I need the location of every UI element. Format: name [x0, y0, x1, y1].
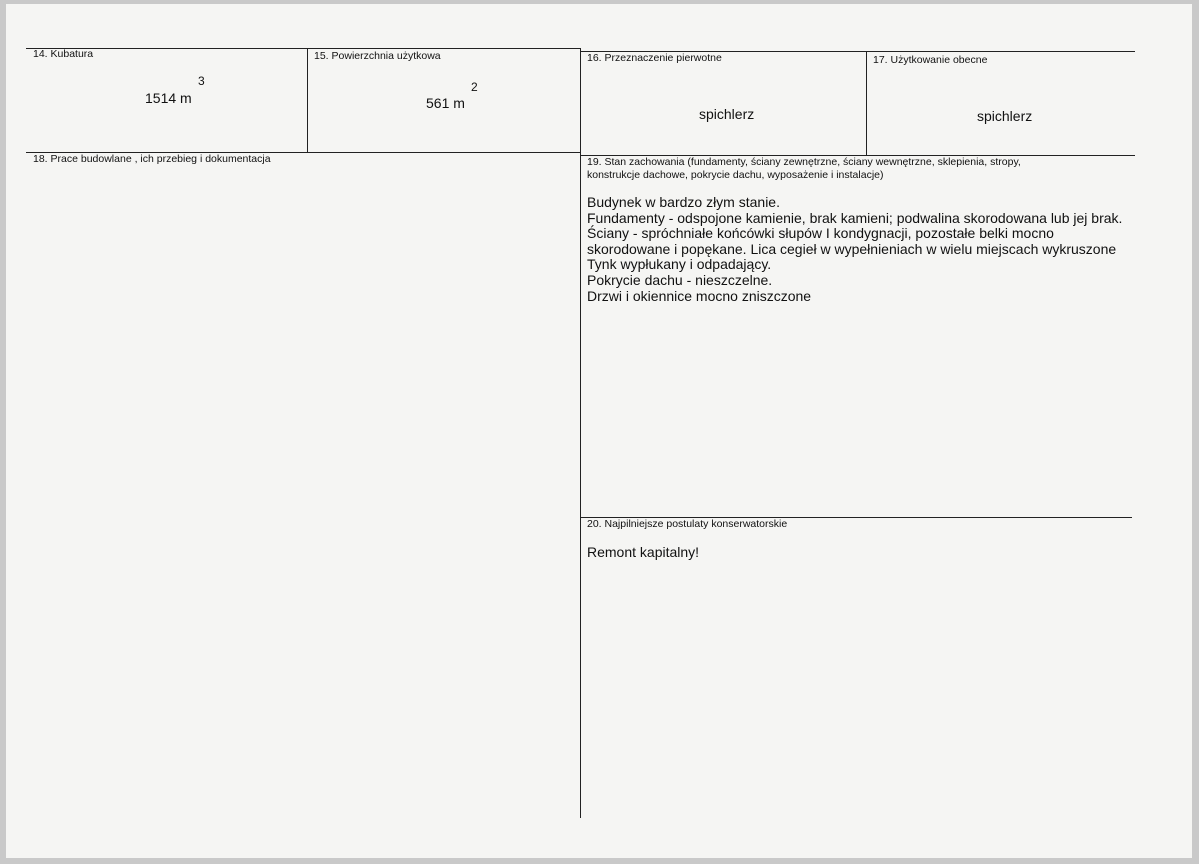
- stan-line: Drzwi i okiennice mocno zniszczone: [587, 287, 812, 304]
- stan-line: Budynek w bardzo złym stanie.: [587, 194, 780, 210]
- postulaty-label: 20. Najpilniejsze postulaty konserwatorskie: [587, 518, 788, 530]
- powierzchnia-exponent: 2: [471, 80, 478, 94]
- divider-16-17: [866, 51, 867, 155]
- powierzchnia-label: 15. Powierzchnia użytkowa: [314, 50, 441, 62]
- uzytkowanie-value: spichlerz: [977, 108, 1033, 124]
- stan-line: Tynk wypłukany i odpadający.: [587, 256, 772, 273]
- kubatura-value: 1514 m: [145, 90, 192, 106]
- stan-line: Fundamenty - odspojone kamienie, brak kamieni; podwalina skorodowana lub jej brak.: [587, 209, 1123, 226]
- stan-zachowania-label-line1: 19. Stan zachowania (fundamenty, ściany zewnętrzne, ściany wewnętrzne, sklepienia, stropy,: [587, 156, 1021, 168]
- przeznaczenie-label: 16. Przeznaczenie pierwotne: [587, 52, 722, 64]
- stan-line: skorodowane i popękane. Lica cegieł w wypełnieniach w wielu miejscach wykruszone: [587, 240, 1117, 257]
- kubatura-label: 14. Kubatura: [33, 48, 94, 60]
- stan-line: Pokrycie dachu - nieszczelne.: [587, 271, 773, 288]
- prace-budowlane-label: 18. Prace budowlane , ich przebieg i dokumentacja: [33, 153, 271, 165]
- divider-14-15: [307, 48, 308, 152]
- stan-zachowania-label-line2: konstrukcje dachowe, pokrycie dachu, wyposażenie i instalacje): [587, 169, 884, 181]
- stan-line: Ściany - spróchniałe końcówki słupów I kondygnacji, pozostałe belki mocno: [587, 225, 1054, 242]
- top-rule-left: [26, 48, 581, 49]
- form-sheet: [6, 4, 1192, 858]
- postulaty-value: Remont kapitalny!: [587, 544, 700, 560]
- center-divider: [580, 48, 581, 818]
- stan-zachowania-text: [587, 195, 1122, 304]
- powierzchnia-value: 561 m: [426, 95, 465, 111]
- przeznaczenie-value: spichlerz: [699, 106, 755, 122]
- uzytkowanie-label: 17. Użytkowanie obecne: [873, 54, 988, 66]
- kubatura-exponent: 3: [198, 74, 205, 88]
